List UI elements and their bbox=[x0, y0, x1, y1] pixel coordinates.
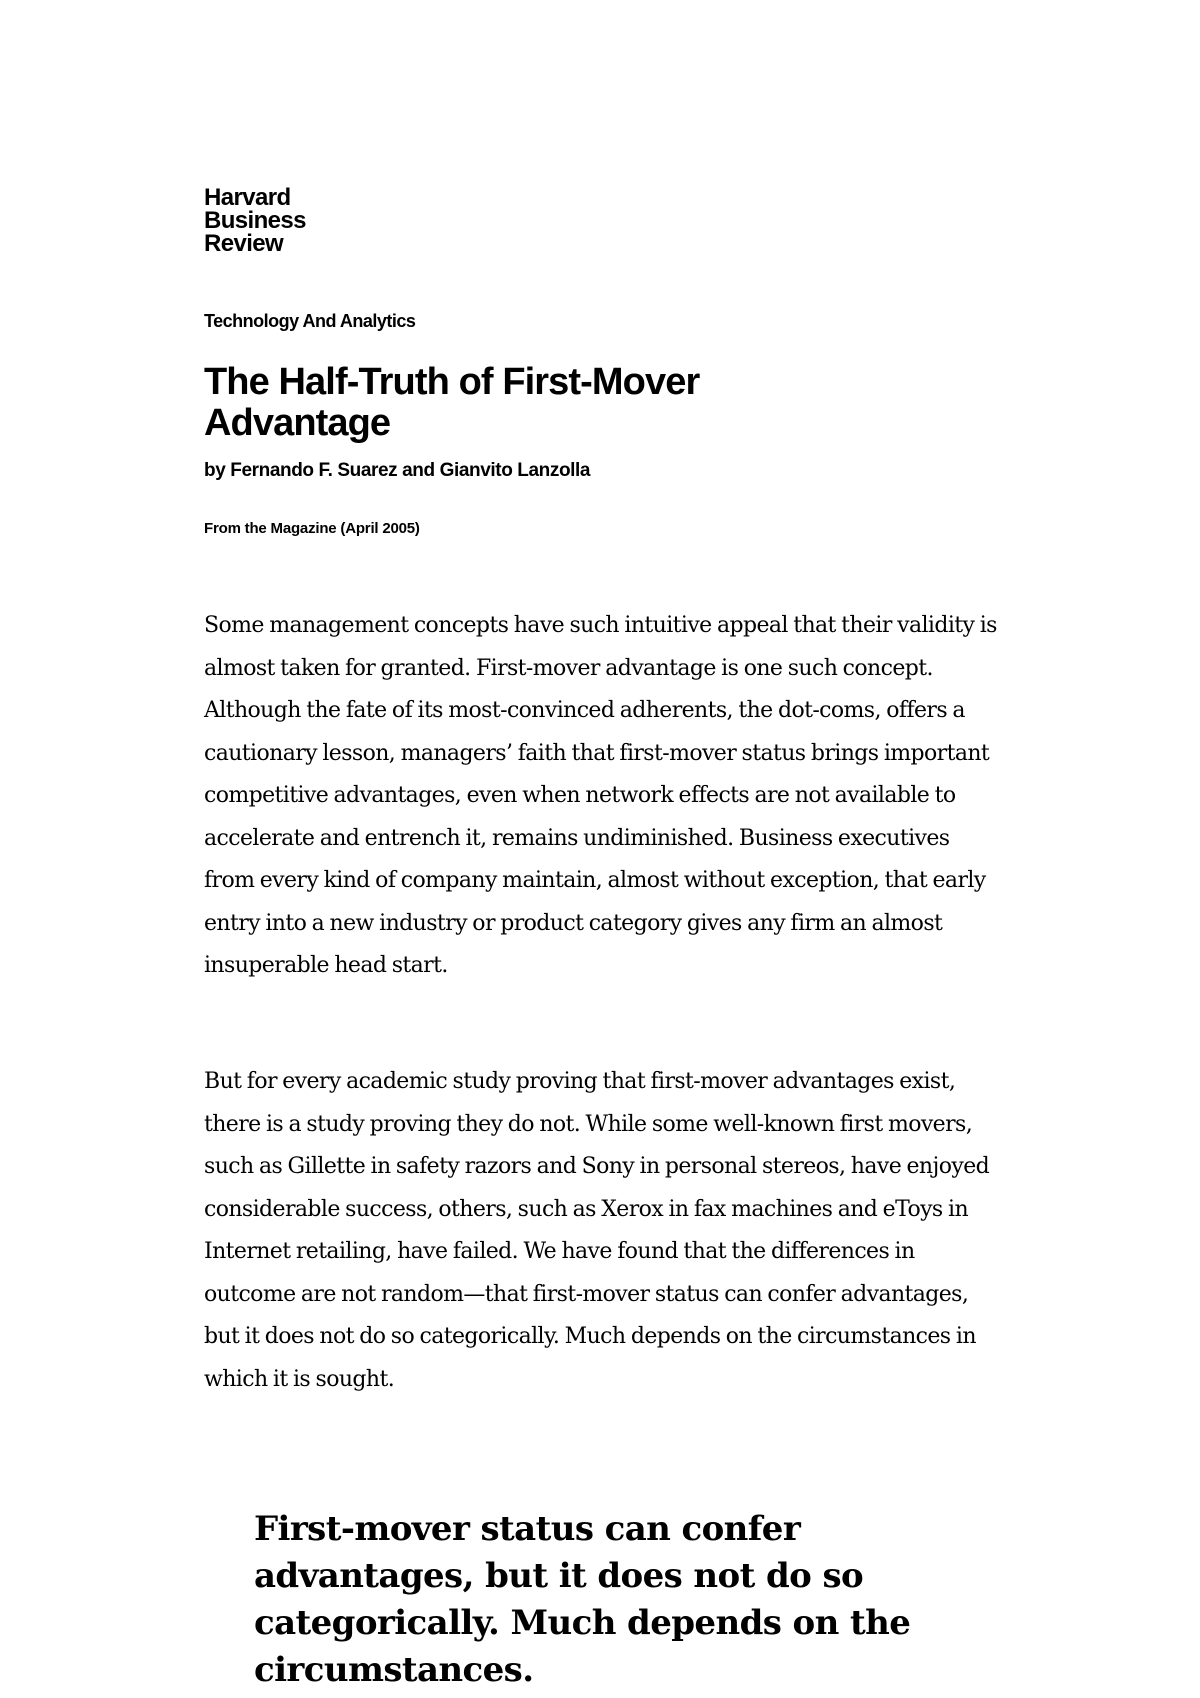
section-label[interactable]: Technology And Analytics bbox=[204, 311, 416, 331]
logo-line-review: Review bbox=[204, 230, 284, 257]
article-title: The Half-Truth of First-Mover Advantage bbox=[204, 361, 700, 444]
body-paragraph-1: Some management concepts have such intuitive appeal that their validity is almost taken for granted. First-mover advantage is one such concept. Although the fate of its most-convinced adherents, the dot-coms, offers a cautionary lesson, managers’ faith that first-mover status brings important competitive advantages, even when network effects are not available to accelerate and entrench it, remains undiminished. Business executives from every kind of company maintain, almost without exception, that early entry into a new industry or product category gives any firm an almost insuperable head start. bbox=[204, 613, 997, 978]
magazine-source: From the Magazine (April 2005) bbox=[204, 520, 420, 537]
article-byline: by Fernando F. Suarez and Gianvito Lanzolla bbox=[204, 460, 591, 481]
logo-line-harvard: Harvard bbox=[204, 184, 291, 211]
logo-line-business: Business bbox=[204, 207, 306, 234]
body-paragraph-2: But for every academic study proving that first-mover advantages exist, there is a study proving they do not. While some well-known first movers, such as Gillette in safety razors and Sony in personal stereos, have enjoyed considerable success, others, such as Xerox in fax machines and eToys in Internet retailing, have failed. We have found that the differences in outcome are not random—that first-mover status can confer advantages, but it does not do so categorically. Much depends on the circumstances in which it is sought. bbox=[204, 1069, 990, 1392]
hbr-logo[interactable] bbox=[204, 186, 306, 255]
pull-quote: First-mover status can confer advantages, but it does not do so categorically. Much depends on the circumstances. bbox=[254, 1509, 911, 1690]
